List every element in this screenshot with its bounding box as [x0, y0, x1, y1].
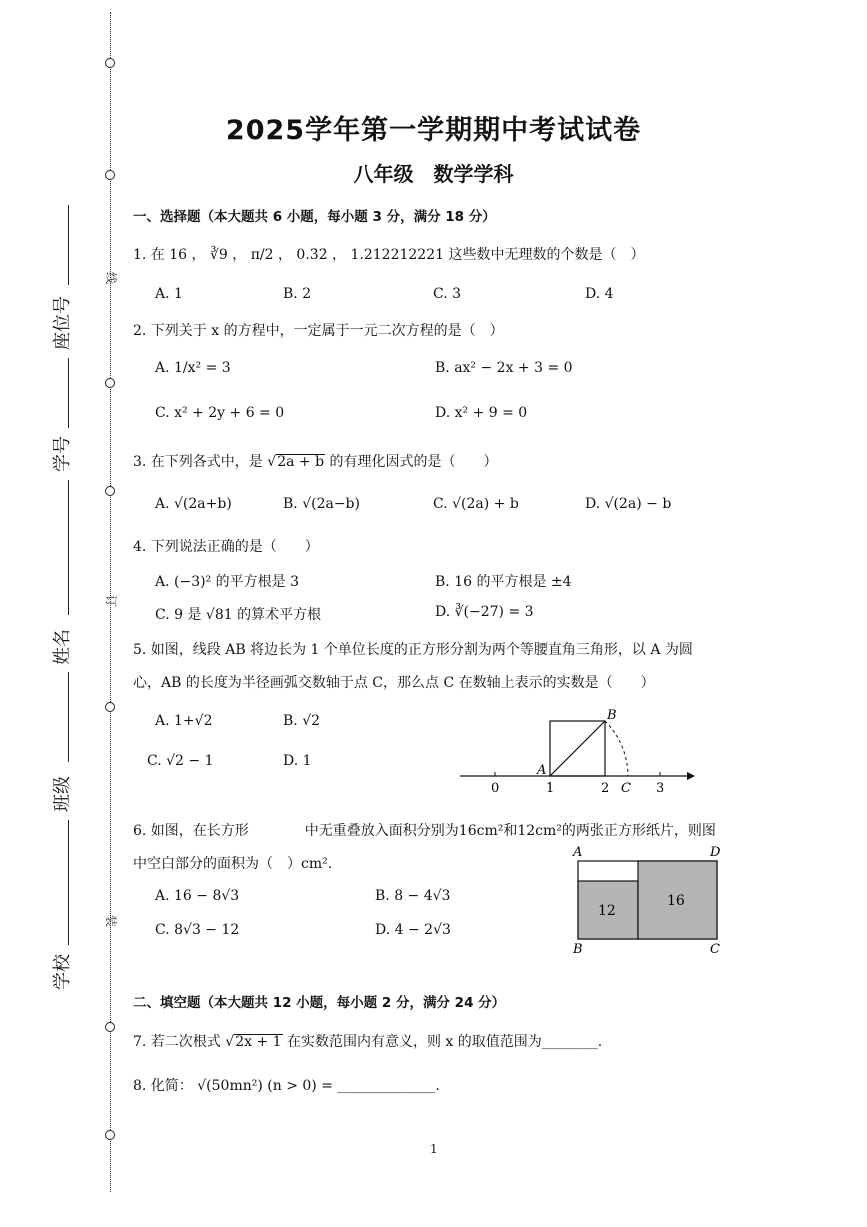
option-b[interactable]: B. 2	[283, 286, 312, 302]
option-a[interactable]: A. 1+√2	[155, 713, 213, 729]
label-c: C	[621, 781, 631, 796]
binding-mark: 线	[104, 272, 118, 285]
rectangle-figure	[565, 843, 735, 958]
diagonal-ab	[550, 721, 605, 776]
question-8	[133, 1075, 440, 1095]
binding-hole	[105, 58, 115, 68]
option-c[interactable]: C. 3	[433, 286, 462, 302]
name-line	[68, 480, 69, 615]
tick-label-1: 1	[546, 781, 555, 796]
question-text: 这些数中无理数的个数是（ ）	[448, 247, 645, 263]
option-b[interactable]: B. 16 的平方根是 ±4	[435, 574, 572, 590]
option-a[interactable]: A. 16 − 8√3	[155, 888, 240, 904]
area-label-16: 16	[667, 893, 685, 909]
page-number: 1	[430, 1142, 438, 1156]
option-d[interactable]: D. √(2a) − b	[585, 496, 672, 512]
option-a[interactable]: A. √(2a+b)	[155, 496, 232, 512]
question-7	[133, 1031, 602, 1051]
option-d[interactable]: D. 4 − 2√3	[375, 922, 451, 938]
radicand: 2x + 1	[235, 1034, 282, 1050]
question-text: 3. 在下列各式中，是	[133, 454, 263, 470]
option-c[interactable]: C. 8√3 − 12	[155, 922, 240, 938]
question-5-line-2: 心，AB 的长度为半径画弧交数轴于点 C，那么点 C 在数轴上表示的实数是（ ）	[133, 675, 655, 691]
name-label: 姓名	[52, 629, 73, 665]
option-c[interactable]: C. √(2a) + b	[433, 496, 519, 512]
arc	[605, 721, 628, 776]
binding-hole	[105, 486, 115, 496]
option-d[interactable]: D. ∛(−27) = 3	[435, 604, 534, 620]
area-label-12: 12	[598, 903, 616, 919]
student-id-label: 学号	[52, 436, 73, 472]
label-d: D	[710, 845, 721, 860]
question-6-line-2: 中空白部分的面积为（ ）cm².	[133, 856, 333, 872]
radical-expression: √2a + b	[267, 454, 325, 470]
number-line-figure	[455, 700, 705, 800]
option-b[interactable]: B. ax² − 2x + 3 = 0	[435, 360, 573, 376]
arrow-head	[687, 772, 695, 780]
question-text: 7. 若二次根式	[133, 1034, 221, 1050]
radical-expression: √2x + 1	[225, 1034, 282, 1050]
label-b: B	[607, 708, 617, 723]
question-3	[133, 451, 498, 471]
binding-mark: 订	[104, 595, 118, 608]
question-2: 2. 下列关于 x 的方程中，一定属于一元二次方程的是（ ）	[133, 323, 504, 339]
class-line	[68, 672, 69, 762]
question-5-line-1: 5. 如图，线段 AB 将边长为 1 个单位长度的正方形分割为两个等腰直角三角形，以 A 为圆	[133, 642, 693, 658]
option-c[interactable]: C. √2 − 1	[147, 753, 214, 769]
expression: √(50mn²) (n > 0) = ______________.	[197, 1078, 440, 1094]
school-line	[68, 820, 69, 945]
option-d[interactable]: D. 1	[283, 753, 312, 769]
question-text: 在实数范围内有意义，则 x 的取值范围为________.	[286, 1034, 603, 1050]
question-text: 1. 在	[133, 247, 165, 263]
radicand: 2a + b	[277, 454, 325, 470]
tick-label-0: 0	[491, 781, 500, 796]
question-1	[133, 244, 644, 264]
number-list: 16 ， ∛9 ， π/2 ， 0.3̇2̇ ， 1.212212221	[169, 247, 445, 263]
section-heading: 二、填空题（本大题共 12 小题，每小题 2 分，满分 24 分）	[133, 995, 506, 1011]
binding-hole	[105, 1022, 115, 1032]
exam-title: 2025学年第一学期期中考试试卷	[225, 115, 642, 146]
binding-hole	[105, 1130, 115, 1140]
option-a[interactable]: A. 1	[155, 286, 183, 302]
student-id-line	[68, 358, 69, 428]
tick-label-3: 3	[656, 781, 665, 796]
question-text: 8. 化简：	[133, 1078, 193, 1094]
option-d[interactable]: D. 4	[585, 286, 614, 302]
option-c[interactable]: C. x² + 2y + 6 = 0	[155, 405, 285, 421]
option-d[interactable]: D. x² + 9 = 0	[435, 405, 528, 421]
question-6-line-1: 6. 如图，在长方形 中无重叠放入面积分别为16cm²和12cm²的两张正方形纸片，则图	[133, 823, 716, 839]
label-c: C	[710, 942, 720, 957]
binding-hole	[105, 702, 115, 712]
option-b[interactable]: B. √2	[283, 713, 321, 729]
class-label: 班级	[52, 776, 73, 812]
exam-subtitle: 八年级 数学学科	[353, 162, 514, 186]
option-a[interactable]: A. (−3)² 的平方根是 3	[155, 574, 299, 590]
label-a: A	[573, 845, 583, 860]
question-4: 4. 下列说法正确的是（ ）	[133, 539, 319, 555]
label-a: A	[537, 763, 547, 778]
option-c[interactable]: C. 9 是 √81 的算术平方根	[155, 607, 322, 623]
section-heading: 一、选择题（本大题共 6 小题，每小题 3 分，满分 18 分）	[133, 209, 496, 225]
binding-mark: 装	[104, 915, 118, 928]
school-label: 学校	[52, 954, 73, 990]
option-b[interactable]: B. 8 − 4√3	[375, 888, 451, 904]
binding-hole	[105, 378, 115, 388]
tick-label-2: 2	[601, 781, 610, 796]
option-b[interactable]: B. √(2a−b)	[283, 496, 360, 512]
option-a[interactable]: A. 1/x² = 3	[155, 360, 231, 376]
question-text: 的有理化因式的是（ ）	[329, 454, 498, 470]
seat-number-label: 座位号	[52, 296, 73, 350]
label-b: B	[573, 942, 583, 957]
seat-number-line	[68, 205, 69, 285]
